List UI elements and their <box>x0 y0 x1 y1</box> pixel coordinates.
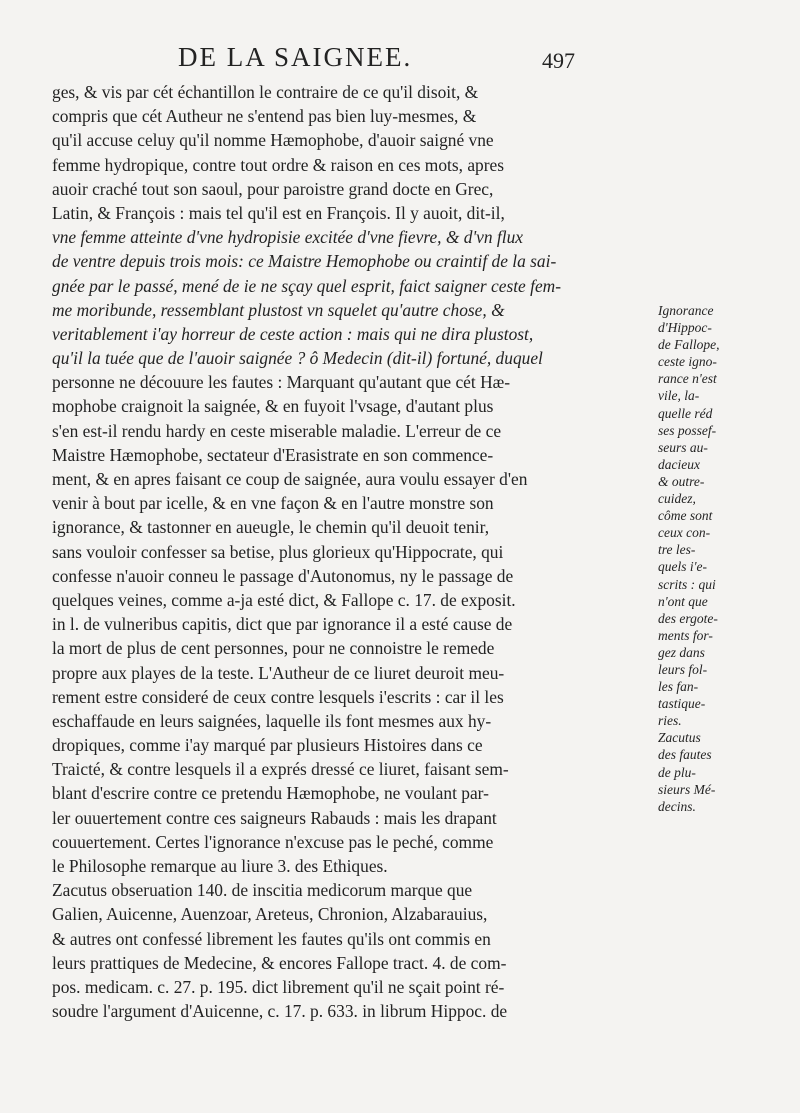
text-line: dropiques, comme i'ay marqué par plusieurs Histoires dans ce <box>52 735 483 756</box>
text-line: vne femme atteinte d'vne hydropisie excitée d'vne fievre, & d'vn flux <box>52 227 523 248</box>
margin-note-line: côme sont <box>658 508 713 524</box>
text-line: leurs prattiques de Medecine, & encores Fallope tract. 4. de com- <box>52 952 507 973</box>
margin-note-line: les fan- <box>658 679 699 695</box>
margin-note-line: quelle réd <box>658 405 713 421</box>
text-line: me moribunde, ressemblant plustost vn squelet qu'autre chose, & <box>52 299 505 320</box>
margin-notes <box>658 302 758 815</box>
margin-note-line: tre les- <box>658 542 696 558</box>
text-line: gnée par le passé, mené de ie ne sçay quel esprit, faict saigner ceste fem- <box>52 275 562 296</box>
margin-note-line: ments for- <box>658 627 713 643</box>
text-line: ler ouuertement contre ces saigneurs Rabauds : mais les drapant <box>52 807 497 828</box>
text-line: soudre l'argument d'Auicenne, c. 17. p. 633. in librum Hippoc. de <box>52 1001 508 1022</box>
text-line: propre aux playes de la teste. L'Autheur de ce liuret deuroit meu- <box>52 662 505 683</box>
margin-note-line: ses possef- <box>658 422 717 438</box>
margin-note-line: quels i'e- <box>658 559 707 575</box>
text-line: Traicté, & contre lesquels il a exprés dressé ce liuret, faisant sem- <box>52 759 509 780</box>
page-number: 497 <box>542 48 575 73</box>
margin-note-line: scrits : qui <box>658 576 716 592</box>
margin-note-line: sieurs Mé- <box>658 781 716 797</box>
text-line: Zacutus obseruation 140. de inscitia medicorum marque que <box>52 880 473 901</box>
text-line: Latin, & François : mais tel qu'il est en François. Il y auoit, dit-il, <box>52 202 505 223</box>
text-line: venir à bout par icelle, & en vne façon & en l'autre monstre son <box>52 493 494 514</box>
margin-note-line: Ignorance <box>658 303 714 318</box>
margin-note-line: de Fallope, <box>658 337 720 353</box>
text-line: couuertement. Certes l'ignorance n'excuse pas le peché, comme <box>52 831 494 852</box>
text-line: auoir craché tout son saoul, pour paroistre grand docte en Grec, <box>52 178 494 199</box>
text-line: pos. medicam. c. 27. p. 195. dict librement qu'il ne sçait point ré- <box>52 976 505 997</box>
margin-note-line: n'ont que <box>658 593 708 609</box>
text-line: mophobe craignoit la saignée, & en fuyoit l'vsage, d'autant plus <box>52 396 494 417</box>
text-line: ignorance, & tastonner en aueugle, le chemin qu'il deuoit tenir, <box>52 517 490 538</box>
text-line: in l. de vulneribus capitis, dict que par ignorance il a esté cause de <box>52 614 513 635</box>
text-line: ment, & en apres faisant ce coup de saignée, aura voulu essayer d'en <box>52 469 528 489</box>
margin-note-line: tastique- <box>658 696 706 712</box>
text-line: de ventre depuis trois mois: ce Maistre Hemophobe ou craintif de la sai- <box>52 251 557 272</box>
margin-note-line: seurs au- <box>658 439 708 455</box>
text-line: la mort de plus de cent personnes, pour ne connoistre le remede <box>52 638 495 659</box>
text-line: rement estre consideré de ceux contre lesquels i'escrits : car il les <box>52 686 504 707</box>
text-line: Maistre Hæmophobe, sectateur d'Erasistrate en son commence- <box>52 444 494 465</box>
text-line: quelques veines, comme a-ja esté dict, & Fallope c. 17. de exposit. <box>52 589 516 610</box>
page-header <box>60 42 720 76</box>
text-line: compris que cét Autheur ne s'entend pas bien luy-mesmes, & <box>52 106 477 127</box>
margin-note-line: ceux con- <box>658 525 711 541</box>
margin-note-line: vile, la- <box>658 388 700 404</box>
margin-note-line: ries. <box>658 713 682 729</box>
body-text <box>52 80 652 1023</box>
text-line: qu'il la tuée que de l'auoir saignée ? ô Medecin (dit-il) fortuné, duquel <box>52 348 543 369</box>
text-line: qu'il accuse celuy qu'il nomme Hæmophobe, d'auoir saigné vne <box>52 130 494 151</box>
text-line: ges, & vis par cét échantillon le contraire de ce qu'il disoit, & <box>52 82 479 102</box>
margin-note-line: Zacutus <box>658 730 701 746</box>
margin-note-line: leurs fol- <box>658 661 708 677</box>
margin-note-line: de plu- <box>658 764 696 780</box>
running-head: DE LA SAIGNEE. <box>178 42 413 72</box>
margin-note-line: dacieux <box>658 456 700 472</box>
text-line: Galien, Auicenne, Auenzoar, Areteus, Chronion, Alzabarauius, <box>52 904 488 925</box>
margin-note-line: des ergote- <box>658 610 718 626</box>
text-line: s'en est-il rendu hardy en ceste miserable maladie. L'erreur de ce <box>52 420 502 441</box>
text-line: sans vouloir confesser sa betise, plus glorieux qu'Hippocrate, qui <box>52 541 504 562</box>
text-line: blant d'escrire contre ce pretendu Hæmophobe, ne voulant par- <box>52 783 489 804</box>
text-line: femme hydropique, contre tout ordre & raison en ces mots, apres <box>52 154 505 175</box>
text-line: confesse n'auoir conneu le passage d'Autonomus, ny le passage de <box>52 565 514 586</box>
margin-note-line: des fautes <box>658 747 712 763</box>
margin-note-line: ceste igno- <box>658 354 717 370</box>
margin-note-line: decins. <box>658 798 696 814</box>
margin-note-line: gez dans <box>658 644 705 660</box>
text-line: le Philosophe remarque au liure 3. des Ethiques. <box>52 856 388 876</box>
text-line: personne ne découure les fautes : Marquant qu'autant que cét Hæ- <box>52 372 511 393</box>
margin-note-line: & outre- <box>658 473 705 489</box>
margin-note-line: cuidez, <box>658 491 696 507</box>
text-line: eschaffaude en leurs saignées, laquelle ils font mesmes aux hy- <box>52 710 492 731</box>
margin-note-line: d'Hippoc- <box>658 320 712 336</box>
text-line: veritablement i'ay horreur de ceste action : mais qui ne dira plustost, <box>52 323 534 344</box>
text-line: & autres ont confessé librement les fautes qu'ils ont commis en <box>52 928 491 949</box>
margin-note-line: rance n'est <box>658 371 717 387</box>
